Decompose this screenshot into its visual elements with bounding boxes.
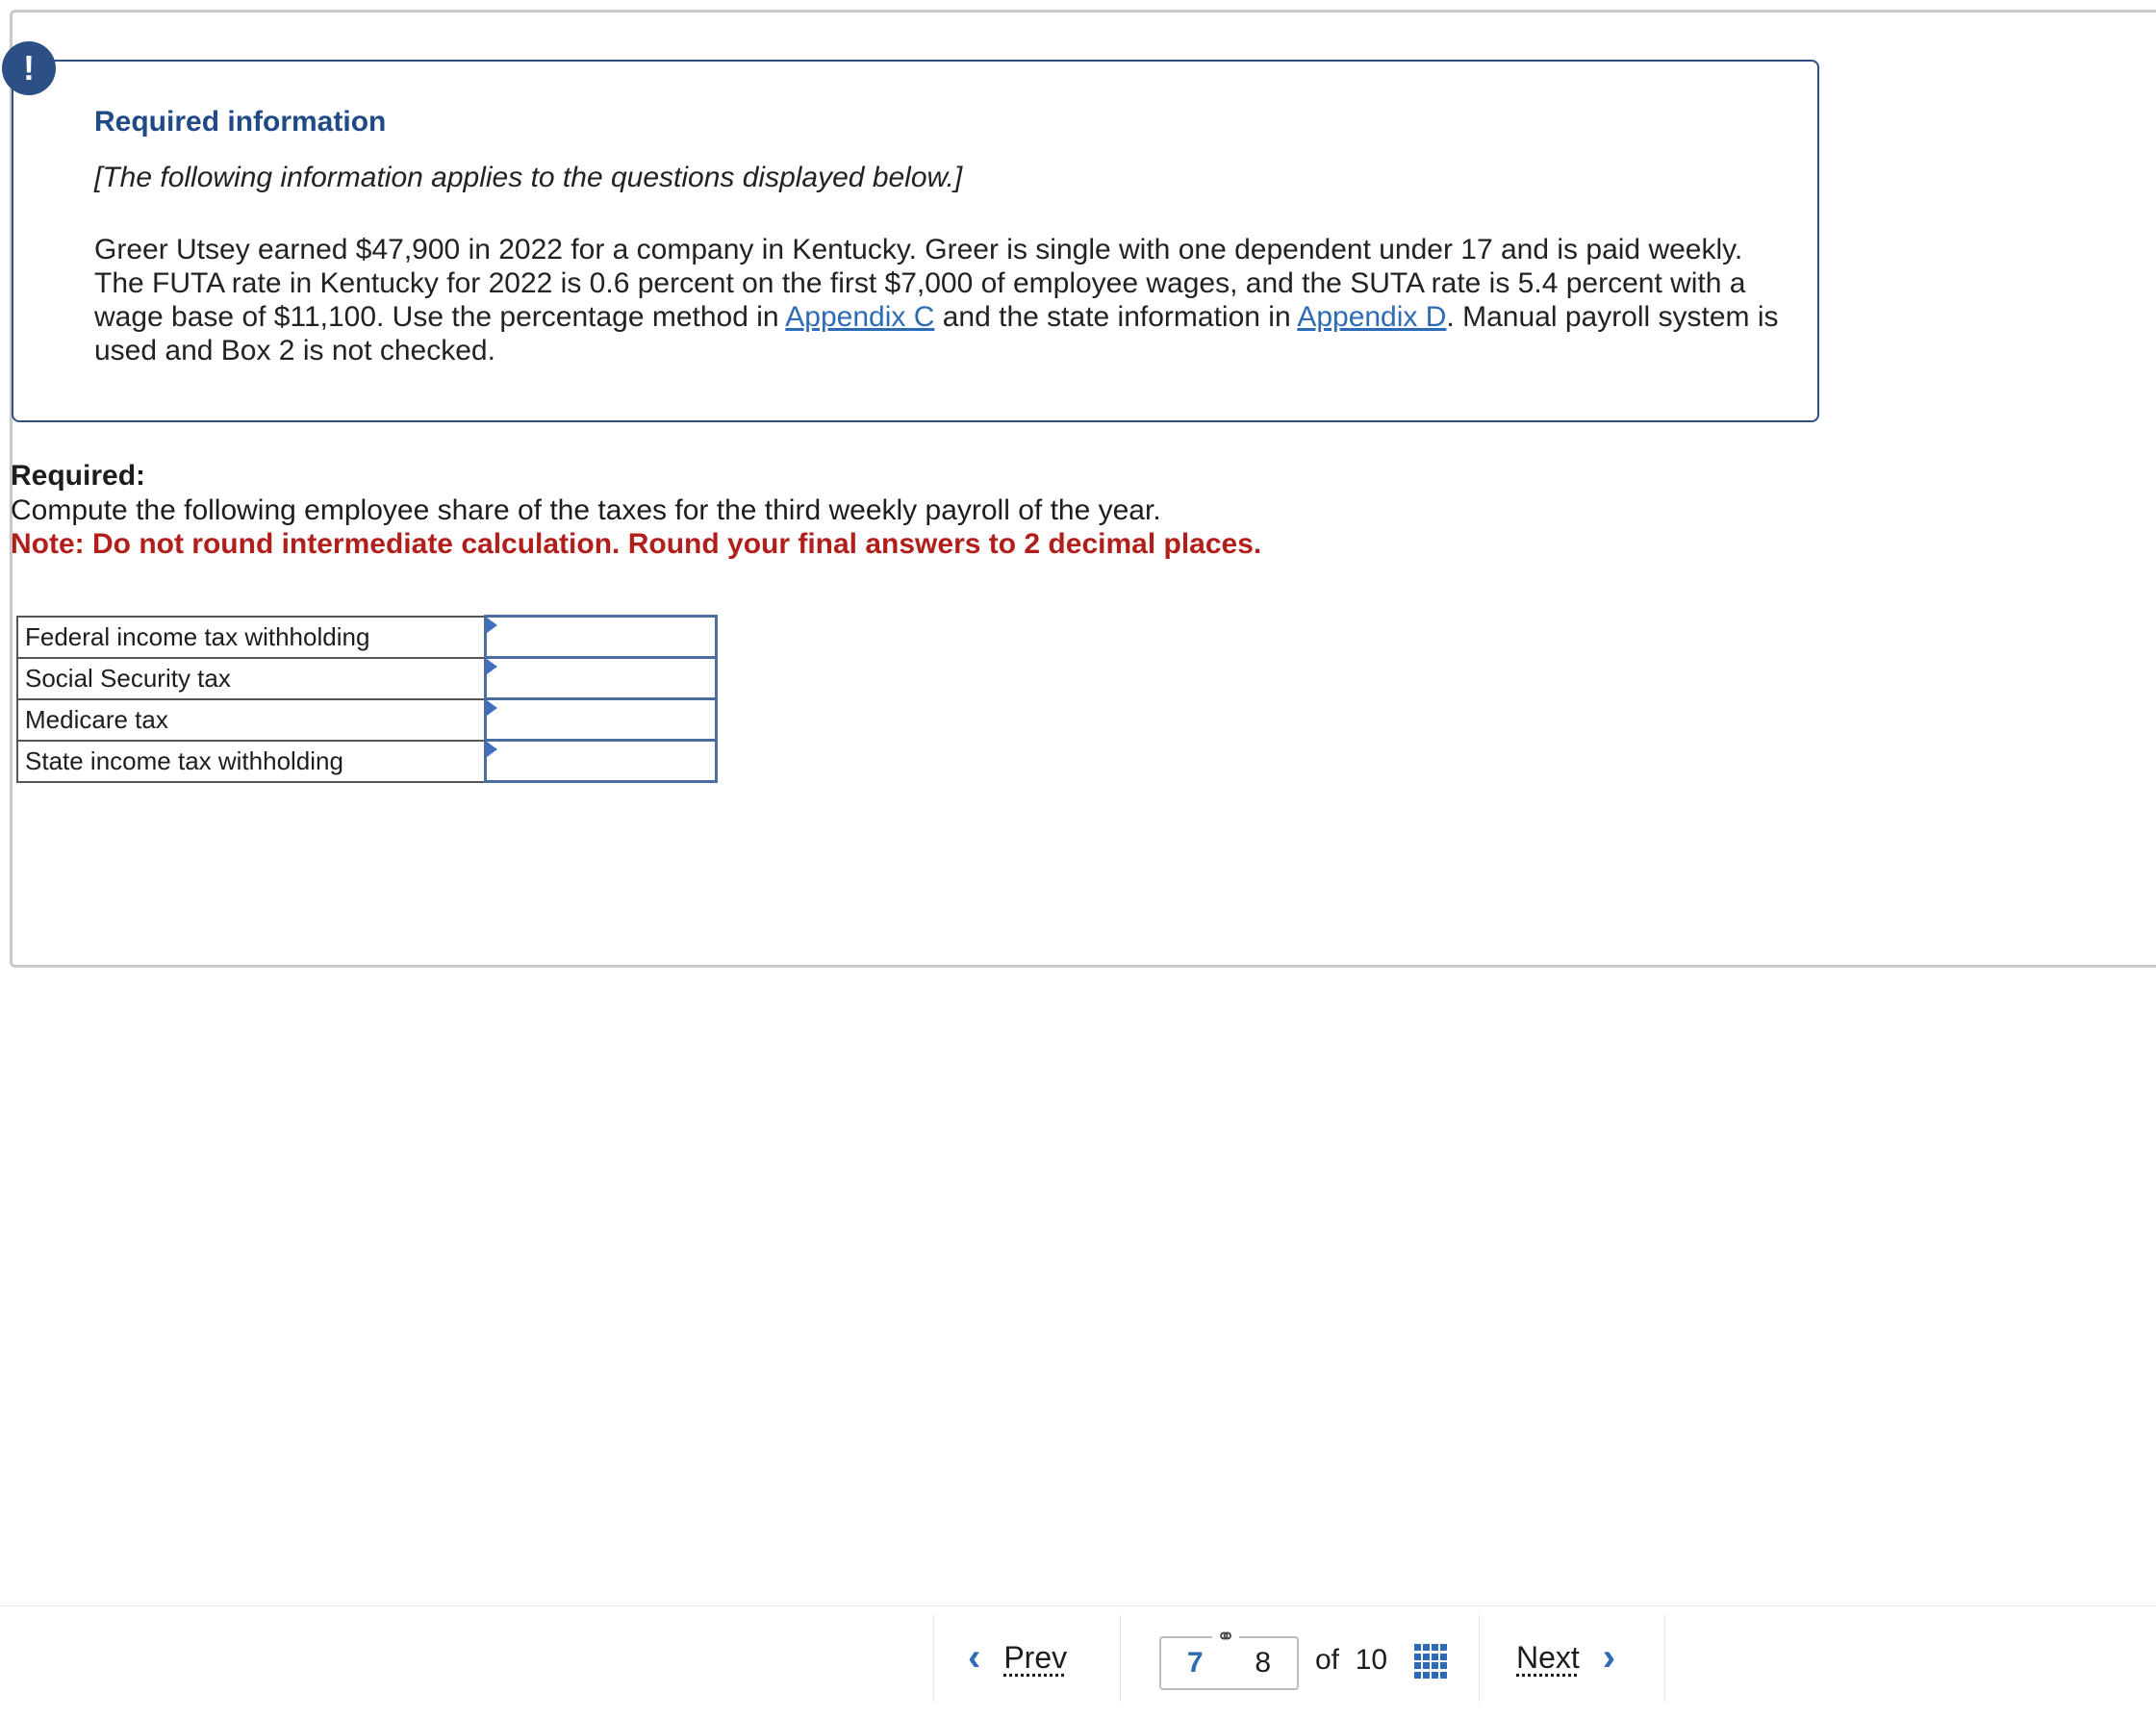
alert-icon: ! <box>2 41 56 95</box>
row-label-medicare-tax: Medicare tax <box>17 699 485 741</box>
pager-divider <box>1664 1615 1665 1702</box>
next-button[interactable] <box>1516 1630 1615 1684</box>
required-label: Required: <box>11 460 146 492</box>
pager-divider <box>1120 1615 1121 1702</box>
row-label-state-income-tax: State income tax withholding <box>17 741 485 782</box>
page-current-number[interactable]: 8 <box>1255 1647 1272 1679</box>
note-text: Note: Do not round intermediate calculation. Round your final answers to 2 decimal places. <box>11 528 1262 560</box>
answer-cell <box>485 699 716 741</box>
prev-button[interactable] <box>968 1630 1067 1684</box>
grid-icon[interactable] <box>1414 1644 1449 1679</box>
info-body-text-3: . Manual payroll system is used and Box 2 is not checked. <box>94 301 1779 366</box>
medicare-tax-input[interactable] <box>487 700 715 739</box>
chevron-right-icon: › <box>1602 1636 1616 1679</box>
appendix-d-link[interactable]: Appendix D <box>1297 301 1447 333</box>
required-text: Compute the following employee share of the taxes for the third weekly payroll of the year. <box>11 494 1161 526</box>
link-icon: ⚭ <box>1212 1623 1239 1651</box>
row-label-federal-income-tax: Federal income tax withholding <box>17 617 485 658</box>
table-row <box>17 741 716 782</box>
answer-cell <box>485 658 716 699</box>
table-row <box>17 617 716 658</box>
answer-cell <box>485 617 716 658</box>
prev-label: Prev <box>1003 1639 1068 1675</box>
table-row <box>17 658 716 699</box>
footer-divider <box>0 1605 2156 1606</box>
required-information-box <box>12 60 1819 422</box>
pager-divider <box>1479 1615 1480 1702</box>
social-security-tax-input[interactable] <box>487 659 715 697</box>
state-income-tax-input[interactable] <box>487 742 715 780</box>
pager-divider <box>933 1615 934 1702</box>
input-flag-icon <box>487 700 497 716</box>
page-prev-number[interactable]: 7 <box>1186 1647 1204 1679</box>
chevron-left-icon: ‹ <box>968 1636 981 1679</box>
input-flag-icon <box>487 742 497 757</box>
table-row <box>17 699 716 741</box>
info-body <box>94 233 1788 367</box>
info-subtitle: [The following information applies to the questions displayed below.] <box>94 162 963 193</box>
tax-answer-table <box>16 615 718 783</box>
input-flag-icon <box>487 659 497 674</box>
info-body-text-1: Greer Utsey earned $47,900 in 2022 for a company in Kentucky. Greer is single with one dependent under 17 and is paid weekly. The FUTA rate in Kentucky for 2022 is 0.6 percent on the first $7,000 of employee wages, and the SUTA rate is 5.4 percent with a wage base of $11,100. Use the percentage method in <box>94 234 1746 333</box>
page-total: of 10 <box>1315 1644 1388 1676</box>
answer-cell <box>485 741 716 782</box>
info-title: Required information <box>94 106 387 138</box>
next-label: Next <box>1516 1639 1580 1675</box>
appendix-c-link[interactable]: Appendix C <box>785 301 935 333</box>
info-body-text-2: and the state information in <box>934 301 1298 333</box>
input-flag-icon <box>487 618 497 633</box>
federal-income-tax-input[interactable] <box>487 618 715 656</box>
row-label-social-security-tax: Social Security tax <box>17 658 485 699</box>
